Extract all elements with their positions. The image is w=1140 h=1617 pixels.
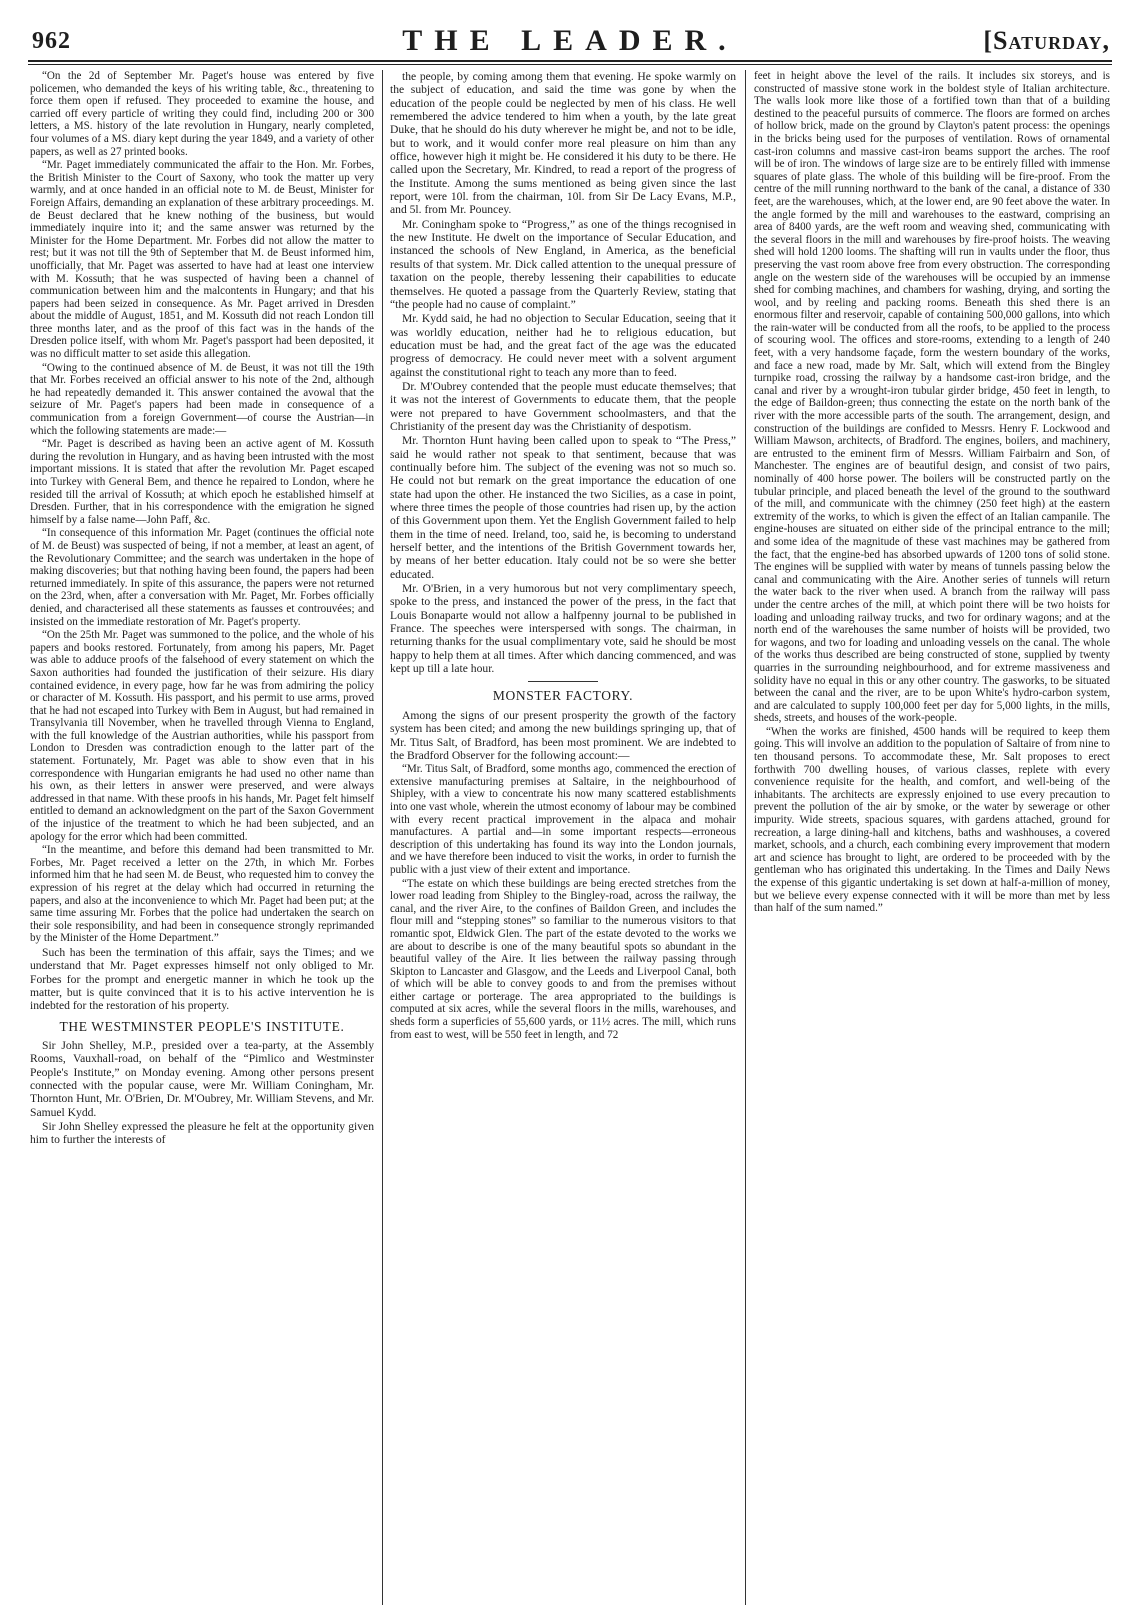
- section-separator: [528, 681, 598, 682]
- issue-day: [Saturday,: [983, 26, 1110, 55]
- masthead: [28, 18, 1112, 62]
- paragraph: feet in height above the level of the rails. It includes six storeys, and is constructed of massive stone work in the boldest style of Italian architecture. The walls look more like those of a fortified town than that of a building destined to the peaceful pursuits of commerce. The floors are formed on arches of hollow brick, made on the ground by Clayton's patent process: the openings in the bricks being used for the purposes of ventilation. Rows of ornamental cast-iron columns and massive cast-iron beams support the arches. The roof will be of iron. The windows of large size are to be entirely filled with immense squares of plate glass. The whole of this building will be fire-proof. From the centre of the mill running northward to the bank of the canal, a distance of 330 feet, are the warehouses, which, at the lower end, are 90 feet above the water. In the angle formed by the mill and warehouses to the eastward, comprising an area of 8400 yards, are the weft room and weaving shed, communicating with the several floors in the mill and warehouses by fire-proof hoists. The weaving shed will hold 1200 looms. The shafting will run in vaults under the floor, thus preserving the vast room above free from every obstruction. The corresponding angle on the western side of the warehouses will be occupied by an immense shed for combing machines, and chambers for washing, drying, and sorting the wool, and by reeling and packing rooms. Beneath this shed there is an enormous filter and reservoir, capable of containing 500,000 gallons, into which the rain-water will be conducted from all the roofs, to be applied to the process of scouring wool. The offices and store-rooms, extending to a length of 240 feet, with a very handsome façade, form the western boundary of the works, and face a new road, made by Mr. Salt, which will extend from the Bingley turnpike road, crossing the railway by a handsome cast-iron bridge, and the canal and river by a wrought-iron tubular girder bridge, 450 feet in length, to the edge of Baildon-green; thus connecting the estate on the north bank of the river with the more accessible parts of the south. The arrangement, design, and construction of the buildings are confided to Messrs. Henry F. Lockwood and William Mawson, architects, of Bradford. The engines, boilers, and machinery, are entrusted to the eminent firm of Messrs. William Fairbairn and Son, of Manchester. The engines are of beautiful design, and consist of two pairs, nominally of 400 horse power. The boilers will be constructed partly on the tubular principle, and placed beneath the level of the ground to the southward of the mill, and communicate with the chimney (250 feet high) at the eastern extremity of the works, to which is given the effect of an Italian campanile. The engine-houses are situated on either side of the principal entrance to the mill; and some idea of the magnitude of these vast machines may be gathered from the fact, that the engine-bed has absorbed upwards of 1200 tons of solid stone. The engines will be supplied with water by means of tunnels passing below the canal and communicating with the Aire. Another series of tunnels will return the water back to the river when used. A branch from the railway will pass under the centre arches of the mill, at which point there will be two hoists for loading and unloading railway trucks, and two for ordinary wagons; and at the north end of the warehouses the same number of hoists will be provided, two for wagons, and two for loading and unloading vessels on the canal. The whole of the works thus described are being constructed of stone, supplied by twenty quarries in the surrounding neighbourhood, and for extreme massiveness and solidity have no equal in this or any other country. The gasworks, to be situated between the canal and the river, are to be upon White's hydro-carbon system, and are calculated to supply 100,000 feet per day for 5,000 lights, in the mills, sheds, streets, and houses of the work-people.: [754, 70, 1110, 725]
- page-number: 962: [32, 28, 71, 54]
- paragraph: Mr. O'Brien, in a very humorous but not very complimentary speech, spoke to the press, and instanced the power of the press, in the fact that Louis Bonaparte would not allow a halfpenny journal to be published in France. The speeches were interspersed with songs. The chairman, in returning thanks for the usual complimentary vote, said he should be most happy to help them at all times. After which dancing commenced, and was kept up till a late hour.: [390, 582, 736, 676]
- paragraph: Mr. Kydd said, he had no objection to Secular Education, seeing that it was worldly education, neither had he to religious education, but education must be had, and the great fact of the age was the educated progress of democracy. He could never meet with a solvent argument against the constitutional right to teach any more than to feed.: [390, 312, 736, 379]
- paragraph: the people, by coming among them that evening. He spoke warmly on the subject of education, and said the time was gone by when the education of the people could be neglected by men of his class. He well remembered the advice tendered to him when a youth, by the late great Duke, that he should do his duty wherever he might be, and not to be idle, but to work, and it would confer more real pleasure on him than any office, however high it might be. He considered it his duty to be there. He called upon the Secretary, Mr. Kindred, to read a report of the progress of the Institute. Among the sums mentioned as being given since the last report, were 10l. from the chairman, 10l. from Sir De Lacy Evans, M.P., and 5l. from Mr. Pouncey.: [390, 70, 736, 217]
- paragraph: “Mr. Paget is described as having been an active agent of M. Kossuth during the revolution in Hungary, and as having been intrusted with the most important missions. It is stated that after the revolution Mr. Paget escaped into Turkey with General Bem, and thence he repaired to London, where he resided till the arrival of Kossuth; at which epoch he established himself at Dresden. Further, that in his correspondence with the emigration he signed himself by a false name—John Paff, &c.: [30, 438, 374, 526]
- paragraph: “Owing to the continued absence of M. de Beust, it was not till the 19th that Mr. Forbes received an official answer to his note of the 2nd, although he had repeatedly demanded it. This answer contained the avowal that the seizure of Mr. Paget's papers had been made in consequence of a communication from a foreign Government—of course the Austrian—in which the following statements are made:—: [30, 361, 374, 437]
- paragraph: “Mr. Titus Salt, of Bradford, some months ago, commenced the erection of extensive manufacturing premises at Saltaire, in the neighbourhood of Shipley, with a view to concentrate his now many scattered establishments into one vast whole, wherein the utmost economy of labour may be combined with every recent practical improvement in the alpaca and mohair manufactures. A partial and—in some important respects—erroneous description of this undertaking has found its way into the London journals, and we have therefore been induced to visit the works, in order to furnish the public with a just view of their extent and importance.: [390, 763, 736, 876]
- paragraph: “Mr. Paget immediately communicated the affair to the Hon. Mr. Forbes, the British Minister to the Court of Saxony, who took the matter up very warmly, and at once handed in an official note to M. de Beust, Minister for Foreign Affairs, demanding an explanation of these arbitrary proceedings. M. de Beust declared that he knew nothing of the business, but would immediately inquire into it; and the same answer was returned by the Minister for the Home Department. Mr. Forbes did not allow the matter to rest; but it was not till the 9th of September that M. de Beust informed him, unofficially, that Mr. Paget was asserted to have had at least one interview with M. Kossuth; that he was suspected of having been a channel of communication between him and the malcontents in Hungary; and that his papers had been seized in consequence. As Mr. Paget arrived in Dresden about the middle of August, 1851, and M. Kossuth did not reach London till three months later, and as the proof of this fact was in the hands of the Dresden police itself, with whom Mr. Paget's passport had been deposited, it was no difficult matter to set aside this allegation.: [30, 159, 374, 361]
- paragraph: Mr. Thornton Hunt having been called upon to speak to “The Press,” said he would rather not speak to that sentiment, because that was continually before him. The subject of the evening was not so much so. He could not but remark on the great importance the education of one state had upon the other. He instanced the two Sicilies, as a case in point, where three times the people of those countries had risen up, by the action of this Government upon them. Yet the English Government failed to help them in the time of need. Ireland, too, said he, is becoming to understand herself better, and the intentions of the British Government towards her, by means of her better education. Italy could not be so were she better educated.: [390, 434, 736, 581]
- masthead-rule-thin: [28, 64, 1112, 65]
- paragraph: “In the meantime, and before this demand had been transmitted to Mr. Forbes, Mr. Paget received a letter on the 27th, in which Mr. Forbes informed him that he had seen M. de Beust, who requested him to convey the expression of his regret at the delay which had occurred in returning the papers, and also at the inconvenience to which Mr. Paget had been put; at the same time assuring Mr. Forbes that the police had undertaken the search on their sole responsibility, and had been in consequence strongly reprimanded by the Minister of the Home Department.”: [30, 844, 374, 945]
- paragraph: “On the 2d of September Mr. Paget's house was entered by five policemen, who demanded the keys of his writing table, &c., threatening to force them open if refused. They proceeded to examine the house, and carried off every particle of writing they could find, including 200 or 300 letters, a MS. history of the late revolution in Hungary, nearly completed, four volumes of a MS. diary kept during the year 1849, and a variety of other papers, as well as 27 printed books.: [30, 70, 374, 158]
- paragraph: Dr. M'Oubrey contended that the people must educate themselves; that it was not the interest of Governments to educate them, that the people were not prepared to have Government schoolmasters, and that the Christianity of the present day was the Christianity of despotism.: [390, 379, 736, 433]
- newspaper-title: THE LEADER.: [402, 24, 738, 57]
- column-1: [30, 70, 374, 1608]
- paragraph: Sir John Shelley, M.P., presided over a tea-party, at the Assembly Rooms, Vauxhall-road, on behalf of the “Pimlico and Westminster People's Institute,” on Monday evening. Among other persons present connected with the popular cause, were Mr. William Coningham, Mr. Thornton Hunt, Mr. O'Brien, Dr. M'Oubrey, Mr. William Stevens, and Mr. Samuel Kydd.: [30, 1039, 374, 1119]
- column-divider-2: [745, 70, 746, 1605]
- paragraph: “When the works are finished, 4500 hands will be required to keep them going. This will involve an addition to the population of Saltaire of from nine to ten thousand persons. To accommodate these, Mr. Salt proposes to erect forthwith 700 dwelling houses, of various classes, replete with every convenience requisite for the health, and comfort, and well-being of the inhabitants. The architects are expressly enjoined to use every precaution to prevent the pollution of the air by smoke, or the water by sewerage or other impurity. Wide streets, spacious squares, with gardens attached, ground for recreation, a large dining-hall and kitchens, baths and washhouses, a covered market, schools, and a church, each combining every improvement that modern art and science has brought to light, are ordered to be proceeded with by the gentleman who has originated this undertaking. In the Times and Daily News the expense of this gigantic undertaking is set down at half-a-million of money, but we believe every expense connected with it will be more than met by less than half of the sum named.”: [754, 725, 1110, 915]
- paragraph: Sir John Shelley expressed the pleasure he felt at the opportunity given him to further the interests of: [30, 1120, 374, 1147]
- masthead-rule: [28, 60, 1112, 62]
- column-divider-1: [382, 70, 383, 1605]
- paragraph: “On the 25th Mr. Paget was summoned to the police, and the whole of his papers and books restored. Fortunately, from among his papers, Mr. Paget was able to adduce proofs of the falsehood of every statement on which the Saxon authorities had founded the justification of their seizure. His diary contained evidence, in every page, how far he was from admiring the policy or character of M. Kossuth. His passport, and his permit to use arms, proved that he had not escaped into Turkey with Bem in August, but had remained in Transylvania till November, when he travelled through Vienna to England, with the full knowledge of the Austrian authorities, while his passport from London to Dresden was contradiction enough to the latter part of the statement. Fortunately, Mr. Paget was able to show even that in his correspondence with Hungarian emigrants he had used no other name than his own, as their letters in answer were preserved, and were always addressed in that name. With these proofs in his hands, Mr. Paget felt himself entitled to demand an acknowledgment on the part of the Saxon Government of the injustice of the treatment to which he had been subjected, and an apology for the error which had been committed.: [30, 629, 374, 843]
- section-heading-westminster: THE WESTMINSTER PEOPLE'S INSTITUTE.: [59, 1018, 345, 1034]
- paragraph: Mr. Coningham spoke to “Progress,” as one of the things recognised in the new Institute. He dwelt on the importance of Secular Education, and instanced the schools of New England, in America, as the beneficial results of that system. Mr. Dick called attention to the unequal pressure of taxation on the people, thereby lessening their capabilities to educate themselves. He quoted a passage from the Quarterly Review, stating that “the people had no cause of complaint.”: [390, 217, 736, 311]
- paragraph: Such has been the termination of this affair, says the Times; and we understand that Mr. Paget expresses himself not only obliged to Mr. Forbes for the prompt and energetic manner in which he took up the matter, but is quite convinced that it is to his active intervention he is indebted for the restoration of his property.: [30, 945, 374, 1013]
- column-3: [754, 70, 1110, 1608]
- column-2: [390, 70, 736, 1608]
- section-heading-monster-factory: MONSTER FACTORY.: [492, 688, 634, 704]
- paragraph: “In consequence of this information Mr. Paget (continues the official note of M. de Beust) was suspected of being, if not a member, at least an agent, of the Revolutionary Committee; and the search was undertaken in the hope of making discoveries; but that nothing having been found, the papers had been returned immediately. In spite of this assurance, the papers were not returned on the 23rd, when, after a conversation with Mr. Paget, Mr. Forbes officially denied, and characterised all these statements as fausses et controuvées; and insisted on the immediate restoration of Mr. Paget's property.: [30, 527, 374, 628]
- paragraph: Among the signs of our present prosperity the growth of the factory system has been cited; and among the new buildings springing up, that of Mr. Titus Salt, of Bradford, has been most prominent. We are indebted to the Bradford Observer for the following account:—: [390, 708, 736, 762]
- paragraph: “The estate on which these buildings are being erected stretches from the lower road leading from Shipley to the Bingley-road, across the railway, the canal, and the river Aire, to the confines of Baildon Green, and includes the flour mill and “stepping stones” so familiar to the numerous visitors to that romantic spot, Eldwick Glen. The part of the estate devoted to the works we are about to describe is one of the many beautiful spots so abundant in the beautiful valley of the Aire. It lies between the railway passing through Skipton to Lancaster and Glasgow, and the Leeds and Liverpool Canal, both of which will be able to convey goods to and from the premises without either cartage or porterage. The area appropriated to the buildings is computed at six acres, while the several floors in the mills, warehouses, and sheds form a superficies of 55,600 yards, or 11½ acres. The mill, which runs from east to west, will be 550 feet in length, and 72: [390, 877, 736, 1041]
